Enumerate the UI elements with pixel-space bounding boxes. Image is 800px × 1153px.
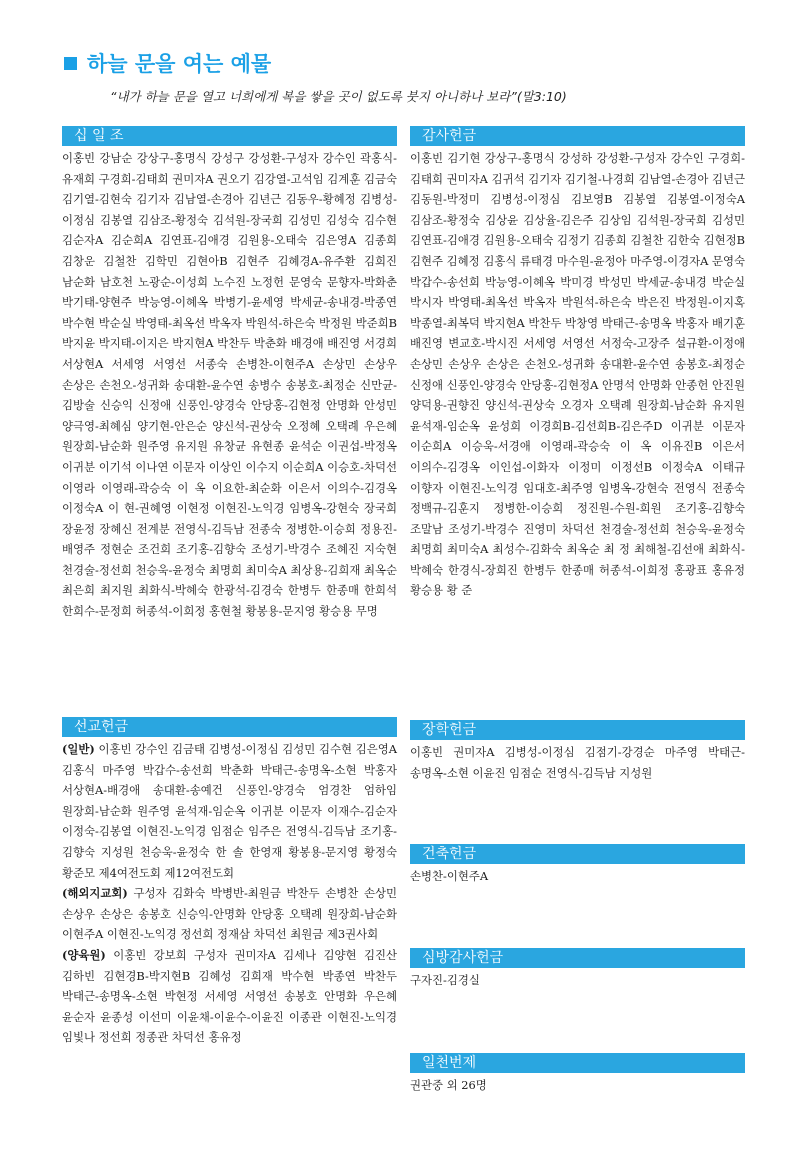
section-body-ilcheon: 권관중 외 26명 [410, 1078, 487, 1092]
section-header-tithe: 십 일 조 [62, 126, 397, 146]
section-tithe [62, 126, 397, 622]
scripture-quote: “내가 하늘 문을 열고 너희에게 복을 쌓을 곳이 없도록 붓지 아니하나 보라”(말3:10) [110, 89, 567, 104]
missions-overseas-text: 구성자 김화숙 박병반-최원금 박찬두 손병찬 손상민 손상우 손상은 송봉호 신승익-안명화 안당홍 오택례 원장희-남순화 이현주A 이현진-노익경 정선희 정재삼 차덕선 최원금 제3권사회 [62, 886, 397, 942]
missions-general-tag: (일반) [62, 742, 95, 756]
section-thanks [410, 126, 745, 601]
missions-orphanage-tag: (양육원) [62, 947, 106, 962]
section-body-visit-thanks: 구자진-김경실 [410, 973, 480, 987]
section-body-missions [62, 739, 397, 1048]
title-row [64, 48, 271, 78]
section-missions [62, 717, 397, 1048]
missions-orphanage-text: 이홍빈 강보희 구성자 권미자A 김세나 김양현 김진산 김하빈 김현경B-박지현B 김혜성 김희재 박수현 박종연 박찬두 박태근-송명옥-소현 박현정 서세영 서영선 송봉호 안명화 우은혜 윤순자 윤종성 이선미 이윤채-이윤수-이윤진 이종관 이현진-노익경 임빛나 정선희 정종관 차덕선 홍유정 [62, 947, 397, 1045]
missions-overseas-tag: (해외지교회) [62, 886, 128, 901]
section-body-building: 손병찬-이현주A [410, 869, 489, 883]
section-header-ilcheon: 일천번제 [410, 1053, 745, 1073]
section-scholarship [410, 720, 745, 783]
section-visit-thanks [410, 948, 745, 991]
section-building [410, 844, 745, 887]
section-body-tithe: 이홍빈 강남순 강상구-홍명식 강성구 강성환-구성자 강수인 곽홍식-유재희 구경희-김태희 권미자A 권오기 김강열-고석임 김계훈 김금숙 김기열-김현숙 김기자 김남열-손경아 김년근 김동우-황혜정 김병성-이정심 김봉열 김삼조-황정숙 김석원-장국희 김성민 김성숙 김수현 김순자A 김순희A 김연표-김애경 김원용-오태숙 김은영A 김종희 김창운 김철찬 김학민 김현아B 김현주 김혜경A-유주환 김희진 남순화 남호천 노광순-이성희 노수진 노정헌 문영숙 문향자-박화춘 박기태-양현주 박능영-이혜옥 박병기-윤세영 박세균-송내경-박종연 박수현 박순실 박영태-최옥선 박옥자 박원석-하은숙 박정원 박준희B 박지윤 박지태-이지은 박지현A 박찬두 박춘화 배경애 배진영 서경희 서상현A 서세영 서영선 서종숙 손병찬-이현주A 손상민 손상우 손상은 손천오-성귀화 송대환-윤수연 송병수 송봉호-최정순 신만균-김방술 신승익 신정애 신풍인-양경숙 안당홍-김현정 안명화 안성민 양극영-최혜심 양기현-안은순 양신석-권상숙 오정혜 오택례 우은혜 원장희-남순화 원주영 유지원 유창균 유현종 윤석순 이권섭-박정옥 이귀분 이기석 이나연 이문자 이상인 이수지 이순희A 이승호-차덕선 이영라 이영래-곽승숙 이 옥 이요한-최순화 이은서 이의수-김경옥 이정숙A 이 현-권혜영 이현정 이현진-노익경 임병옥-강현숙 장국희 장윤정 장혜신 전계분 전영식-김득남 전종숙 정병한-이승희 정용진-배영주 정현순 조건희 조기홍-김향숙 조성기-박경수 조혜진 지숙현 천경술-정선희 천승욱-윤정숙 최명희 최미숙A 최상용-김희재 최옥순 최은희 최지원 최화식-박혜숙 한광석-김경숙 한병두 한종매 한희석 한희수-문정희 허종석-이희정 홍현철 황봉용-문지영 황승용 무명 [62, 151, 397, 619]
section-body-thanks: 이홍빈 김기현 강상구-홍명식 강성하 강성환-구성자 강수인 구경희-김태희 권미자A 김귀석 김기자 김기철-나경희 김남열-손경아 김년근 김동원-박정미 김병성-이정심 김보영B 김봉열 김봉열-이정숙A 김삼조-황정숙 김상윤 김상율-김은주 김상임 김석원-장국희 김성민 김연표-김애경 김원용-오태숙 김정기 김종희 김철찬 김한숙 김현정B 김현주 김혜정 김홍식 류태경 마수원-윤정아 마주영-이경자A 문영숙 박갑수-송선희 박능영-이혜옥 박미경 박성민 박세균-송내경 박순실 박시자 박영태-최옥선 박옥자 박원석-하은숙 박은진 박정원-이지혹 박종열-최복덕 박지현A 박찬두 박창영 박태근-송명옥 박홍자 배기훈 배진영 변교호-박시진 서세영 서영선 서정숙-고장주 설규환-이정애 손상민 손상우 손상은 손천오-성귀화 송대환-윤수연 송봉호-최정순 신정애 신풍인-양경숙 안당홍-김현정A 안명석 안명화 안종헌 안진원 양덕용-권향진 양신석-권상숙 오경자 오택례 원장희-남순화 유지원 윤석재-임순옥 윤성희 이경희B-김선희B-김은주D 이귀분 이문자 이순희A 이승욱-서경애 이영래-곽승숙 이 옥 이유진B 이은서 이의수-김경옥 이인섭-이화자 이정미 이정선B 이정숙A 이태규 이향자 이현진-노익경 임대호-최주영 임병옥-강현숙 전영식 전종숙 정백규-김훈지 정병한-이승희 정진원-수원-희원 조기홍-김향숙 조말남 조성기-박경수 진영미 차덕선 천경술-정선희 천승욱-윤정숙 최명희 최미숙A 최성수-김화숙 최옥순 최 정 최해철-김선애 최화식-박혜숙 한경식-장희진 한병두 한종매 허종석-이희정 홍광표 홍유정 황승용 황 준 [410, 151, 745, 598]
page-title: 하늘 문을 여는 예물 [87, 52, 272, 76]
section-header-visit-thanks: 심방감사헌금 [410, 948, 745, 968]
section-header-thanks: 감사헌금 [410, 126, 745, 146]
square-bullet-icon [64, 57, 77, 70]
section-header-scholarship: 장학헌금 [410, 720, 745, 740]
section-ilcheon [410, 1053, 745, 1096]
section-header-building: 건축헌금 [410, 844, 745, 864]
section-header-missions: 선교헌금 [62, 717, 397, 737]
section-body-scholarship: 이홍빈 권미자A 김병성-이정심 김점기-강경순 마주영 박태근-송명옥-소현 이윤진 임점순 전영식-김득남 지성원 [410, 745, 745, 780]
missions-general-text: 이홍빈 강수인 김금태 김병성-이정심 김성민 김수현 김은영A 김홍식 마주영 박갑수-송선희 박춘화 박태근-송명옥-소현 박홍자 서상현A-배경애 송대환-송예건 신풍인-양경숙 엄경찬 엄하임 원장희-남순화 원주영 윤석재-임순옥 이귀분 이문자 이재수-김순자 이정숙-김봉열 이현진-노익경 임점순 임주은 전영식-김득남 조기홍-김향숙 지성원 천승욱-윤정숙 한 솔 한영재 황봉용-문지영 황정숙 황준모 제4여전도회 제12여전도회 [62, 742, 397, 880]
